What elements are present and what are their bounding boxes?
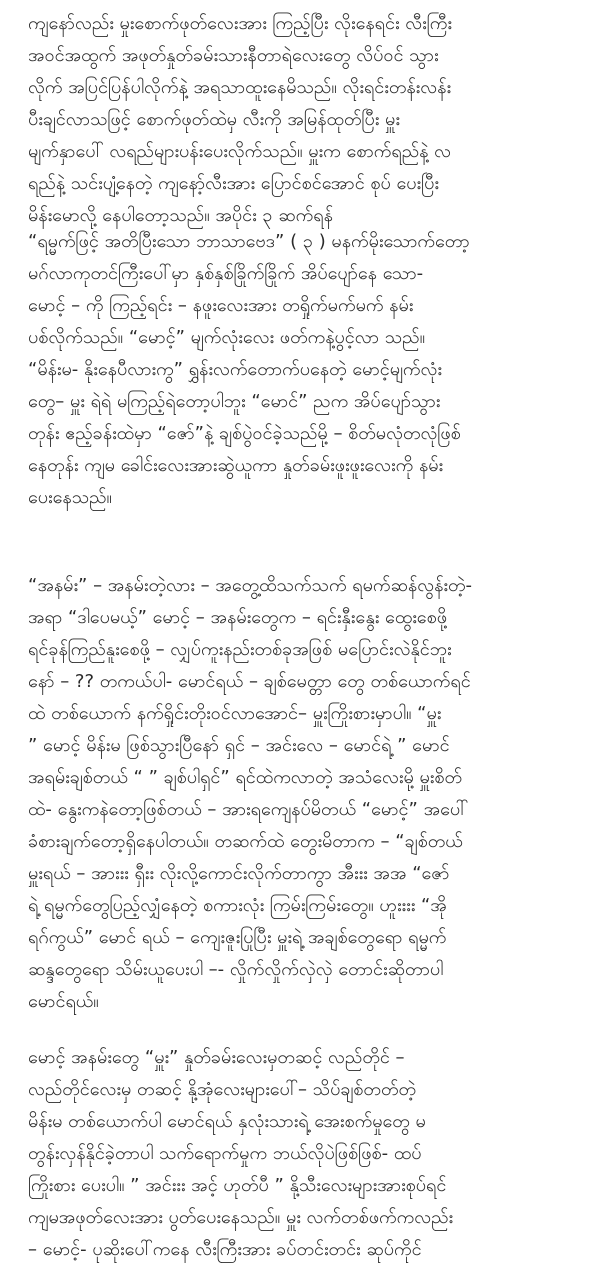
text-line: အဝင်အထွက် အဖုတ်နှုတ်ခမ်းသားနီတာရဲလေးတွေ လိပ်ဝင် သွား bbox=[28, 45, 439, 66]
text-line: မဂ်လာကုတင်ကြီးပေါ်မှာ နှစ်နှစ်ခြိုက်ခြိုက် အိပ်ပျော်နေ သော- bbox=[28, 263, 424, 284]
text-line: ရင်ခုန်ကြည်နူးစေဖို့ – လျှပ်ကူးနည်းတစ်ခုအဖြစ် မပြောင်းလဲနိုင်ဘူး bbox=[28, 639, 452, 660]
text-line: မျက်နှာပေါ် လရည်များပန်းပေးလိုက်သည်။ မှူးက စောက်ရည်နဲ့ လ bbox=[28, 141, 452, 162]
text-line: ” မောင့် မိန်းမ ဖြစ်သွားပြီနော် ရှင် – အင်းလေ – မောင်ရဲ့ ” မောင် bbox=[28, 735, 450, 756]
text-line: ပီးချင်လာသဖြင့် စောက်ဖုတ်ထဲမှ လီးကို အမြန်ထုတ်ပြီး မှူး bbox=[28, 109, 400, 130]
text-line: မောင့် အနမ်းတွေ “မှူး” နှုတ်ခမ်းလေးမှတဆင့် လည်တိုင် – bbox=[28, 1047, 405, 1068]
paragraph bbox=[28, 1042, 588, 1266]
text-line: လည်တိုင်လေးမှ တဆင့် နို့အုံလေးများပေါ်– သိပ်ချစ်တတ်တဲ့ bbox=[28, 1079, 417, 1100]
text-line: “အနမ်း” – အနမ်းတဲ့လား – အတွေ့ထိသက်သက် ရမက်ဆန်လွန်းတဲ့- bbox=[28, 575, 473, 596]
text-line: အရာ “ဒါပေမယ့်” မောင့် – အနမ်းတွေက – ရင်းနှီးနွေး ထွေးစေဖို့ bbox=[28, 607, 447, 628]
text-line: ဆန္ဒတွေရော သိမ်းယူပေးပါ –- လှိုက်လှိုက်လှဲလှဲ တောင်းဆိုတာပါ bbox=[28, 959, 444, 980]
text-line: ရဂ်ကွယ်” မောင် ရယ် – ကျေးဇူးပြုပြီး မှူးရဲ့ အချစ်တွေရော ရမ္မက် bbox=[28, 927, 447, 948]
text-line: နော် – ?? တကယ်ပါ- မောင်ရယ် – ချစ်မေတ္တာ တွေ တစ်ယောက်ရင် bbox=[28, 671, 471, 692]
text-line: မောင့် – ကို ကြည့်ရင်း – နဖူးလေးအား တရှိုက်မက်မက် နမ်း bbox=[28, 295, 414, 316]
text-line: ခံစားချက်တော့ရှိနေပါတယ်။ တဆက်ထဲ တွေးမိတာက – “ချစ်တယ် bbox=[28, 831, 463, 852]
paragraph bbox=[28, 226, 588, 514]
text-line: – မောင့်- ပုဆိုးပေါ်ကနေ လီးကြီးအား ခပ်တင်းတင်း ဆုပ်ကိုင် bbox=[28, 1239, 422, 1260]
text-line: လိုက် အပြင်ပြန်ပါလိုက်နဲ့ အရသာထူးနေမိသည်။ လိုးရင်းတန်းလန်း bbox=[28, 77, 452, 98]
text-line: ရည်နဲ့ သင်းပျံ့နေတဲ့ ကျနော့်လီးအား ပြောင်စင်အောင် စုပ် ပေးပြီး bbox=[28, 173, 439, 194]
text-line: နေတုန်း ကျမ ခေါင်းလေးအားဆွဲယူကာ နှုတ်ခမ်းဖူးဖူးလေးကို နမ်း bbox=[28, 455, 444, 476]
text-line: အရမ်းချစ်တယ် “ ” ချစ်ပါရှင်” ရင်ထဲကလာတဲ့ အသံလေးမို့ မှူးစိတ် bbox=[28, 767, 462, 788]
text-line: ထဲ တစ်ယောက် နက်ရှိုင်းတိုးဝင်လာအောင်– မှူးကြိုးစားမှာပါ။ “မှူး bbox=[28, 703, 442, 724]
text-line: မိန်းမောလို့ နေပါတော့သည်။ အပိုင်း ၃ ဆက်ရန် bbox=[28, 205, 333, 226]
text-line: ပစ်လိုက်သည်။ “မောင့်” မျက်လုံးလေး ဖတ်ကနဲ့ပွင့်လာ သည်။ bbox=[28, 327, 426, 348]
paragraph bbox=[28, 8, 588, 232]
text-line: တွန်းလှန်နိုင်ခဲ့တာပါ သက်ရောက်မှုက ဘယ်လိုပဲဖြစ်ဖြစ်- ထပ် bbox=[28, 1143, 422, 1164]
text-line: ကြိုးစား ပေးပါ။ ” အင်းးး အင့် ဟုတ်ပီ ” နို့သီးလေးများအားစုပ်ရင် bbox=[28, 1175, 447, 1196]
text-line: ရဲ့ ရမ္မက်တွေပြည့်လျှံနေတဲ့ စကားလုံး ကြမ်းကြမ်းတွေ။ ဟူးးးး “အို bbox=[28, 895, 447, 916]
text-line: ကျမအဖုတ်လေးအား ပွတ်ပေးနေသည်။ မှူး လက်တစ်ဖက်ကလည်း bbox=[28, 1207, 454, 1228]
paragraph bbox=[28, 570, 588, 1018]
text-line: ပေးနေသည်။ bbox=[28, 487, 112, 508]
text-line: “မိန်းမ- နိုးနေပီလားကွ” ရွှန်းလက်တောက်ပနေတဲ့ မောင့်မျက်လုံး bbox=[28, 359, 442, 380]
text-line: တုန်း ဧည့်ခန်းထဲမှာ “ဇော်”နဲ့ ချစ်ပွဲဝင်ခဲ့သည်မို့ – စိတ်မလုံတလုံဖြစ် bbox=[28, 423, 461, 444]
text-line: မှူးရယ် – အားးး ရှီးး လိုးလို့ကောင်းလိုက်တာကွာ အီးးး အအ “ဇော် bbox=[28, 863, 450, 884]
text-line: ထဲ- နွေးကနဲတော့ဖြစ်တယ် – အားရကျေနပ်မိတယ် “မောင့်” အပေါ် bbox=[28, 799, 469, 820]
text-line: “ရမ္မက်ဖြင့် အတိပြီးသော ဘာသာဗေဒ” ( ၃ ) မနက်မိုးသောက်တော့ bbox=[28, 231, 470, 252]
text-line: မောင်ရယ်။ bbox=[28, 991, 99, 1012]
text-line: တွေ– မှူး ရဲရဲ မကြည့်ရဲတော့ပါဘူး “မောင်” ညက အိပ်ပျော်သွား bbox=[28, 391, 441, 412]
text-line: မိန်းမ တစ်ယောက်ပါ မောင်ရယ် နှလုံးသားရဲ့ အေးစက်မှုတွေ မ bbox=[28, 1111, 426, 1132]
text-line: ကျနော်လည်း မှုးစောက်ဖုတ်လေးအား ကြည့်ပြီး လိုးနေရင်း လီးကြီး bbox=[28, 13, 452, 34]
